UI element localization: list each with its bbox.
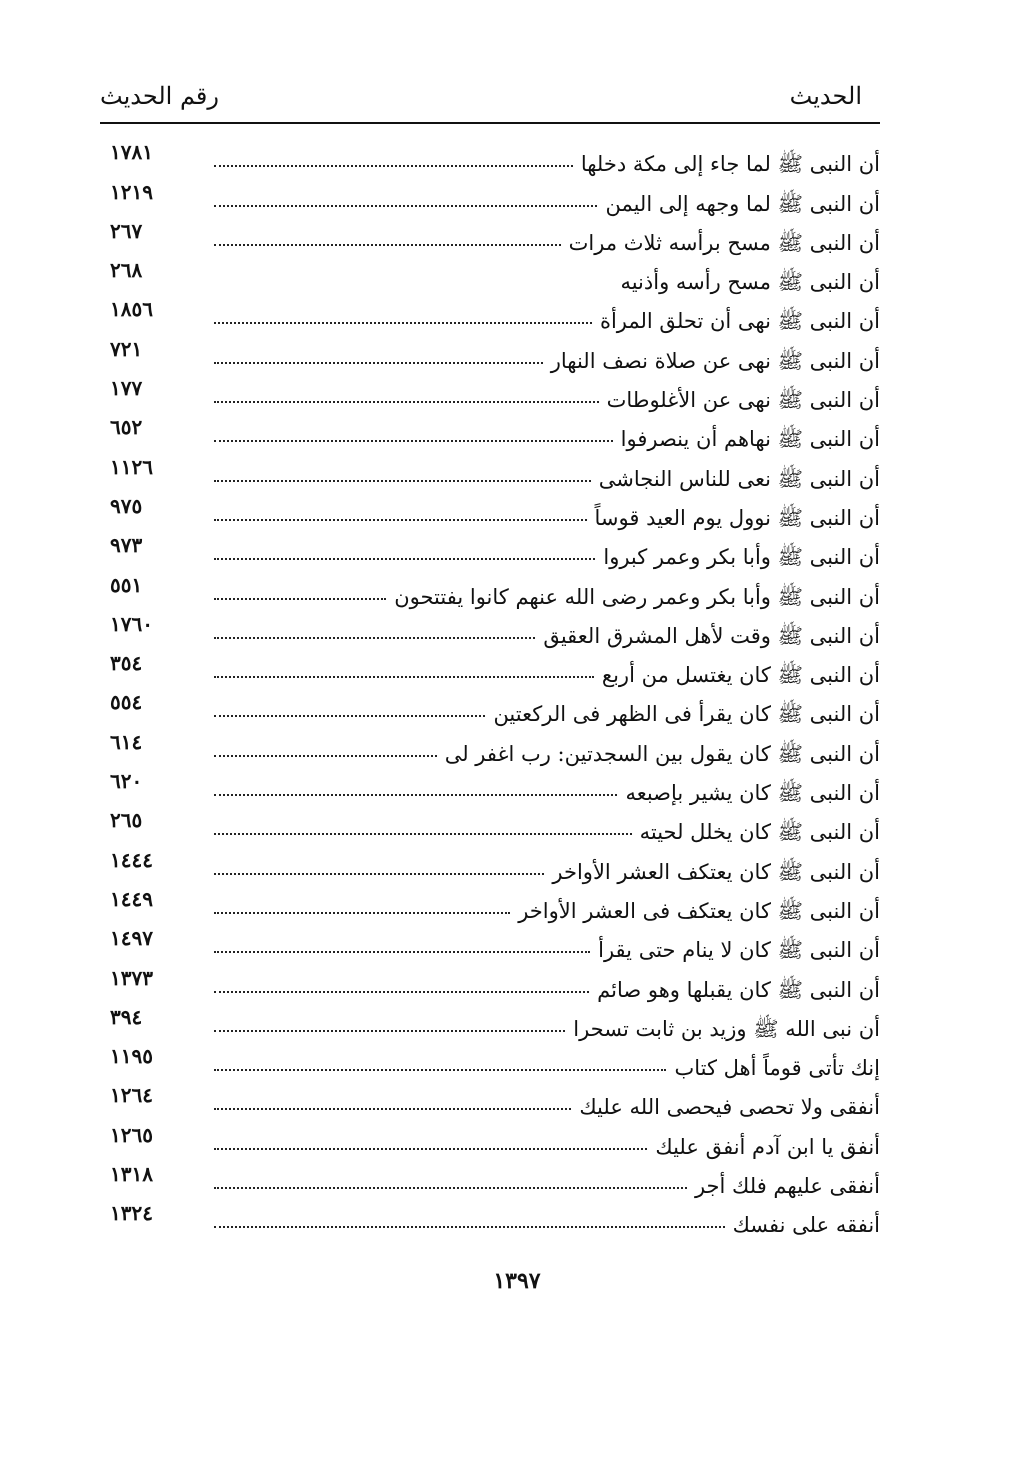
- hadith-number: ١٤٤٤: [110, 847, 153, 872]
- dot-leader: [214, 362, 543, 364]
- index-entry: [110, 454, 880, 493]
- hadith-number: ٩٧٥: [110, 493, 143, 518]
- dot-leader: [214, 519, 587, 521]
- dot-leader: [214, 912, 510, 914]
- page-number: ١٣٩٧: [493, 1268, 541, 1294]
- hadith-incipit: أن النبى ﷺ وقت لأهل المشرق العقيق: [543, 623, 880, 648]
- hadith-incipit: أن النبى ﷺ كان يعتكف فى العشر الأواخر: [518, 898, 880, 923]
- index-entry: [110, 729, 880, 768]
- dot-leader: [214, 440, 613, 442]
- hadith-number-column-heading: رقم الحديث: [100, 82, 219, 110]
- index-entry: [110, 533, 880, 572]
- hadith-number: ١٢٦٤: [110, 1083, 153, 1108]
- hadith-incipit: أن النبى ﷺ كان يقرأ فى الظهر فى الركعتين: [493, 702, 880, 727]
- hadith-incipit: إنك تأتى قوماً أهل كتاب: [674, 1056, 880, 1081]
- dot-leader: [214, 322, 592, 324]
- hadith-number: ٩٧٣: [110, 533, 143, 558]
- hadith-incipit: أن النبى ﷺ نهى عن الأغلوطات: [606, 388, 880, 413]
- hadith-incipit: أن النبى ﷺ وأبا بكر وعمر كبروا: [603, 545, 880, 570]
- hadith-number: ١٧٧: [110, 376, 143, 401]
- index-entry: [110, 1005, 880, 1044]
- hadith-column-heading: الحديث: [789, 82, 862, 110]
- index-entry: [110, 808, 880, 847]
- dot-leader: [214, 1226, 725, 1228]
- hadith-number: ٦٢٠: [110, 769, 143, 794]
- dot-leader: [214, 598, 386, 600]
- dot-leader: [214, 637, 535, 639]
- dot-leader: [214, 244, 561, 246]
- hadith-number: ١٣٢٤: [110, 1201, 153, 1226]
- dot-leader: [214, 676, 594, 678]
- hadith-number: ٦٥٢: [110, 415, 143, 440]
- index-entry: [110, 769, 880, 808]
- hadith-incipit: أن النبى ﷺ مسح برأسه ثلاث مرات: [568, 230, 880, 255]
- dot-leader: [214, 558, 595, 560]
- dot-leader: [214, 1030, 565, 1032]
- index-entry: [110, 1122, 880, 1161]
- hadith-index-list: [110, 140, 880, 1240]
- hadith-incipit: أن النبى ﷺ كان يقبلها وهو صائم: [597, 977, 880, 1002]
- hadith-number: ١٤٩٧: [110, 926, 153, 951]
- hadith-number: ٥٥٤: [110, 690, 143, 715]
- hadith-number: ٥٥١: [110, 572, 143, 597]
- dot-leader: [214, 833, 632, 835]
- dot-leader: [214, 715, 485, 717]
- dot-leader: [214, 951, 590, 953]
- dot-leader: [214, 205, 597, 207]
- hadith-number: ٣٩٤: [110, 1004, 143, 1029]
- hadith-number: ١٤٤٩: [110, 886, 153, 911]
- hadith-incipit: أنفق يا ابن آدم أنفق عليك: [655, 1134, 880, 1159]
- index-entry: [110, 965, 880, 1004]
- dot-leader: [214, 873, 544, 875]
- index-entry: [110, 258, 880, 297]
- dot-leader: [214, 1108, 571, 1110]
- page-header: [100, 72, 880, 120]
- hadith-number: ١٨٥٦: [110, 297, 153, 322]
- index-entry: [110, 1201, 880, 1240]
- hadith-incipit: أن النبى ﷺ نهاهم أن ينصرفوا: [620, 427, 880, 452]
- hadith-incipit: أنفقى ولا تحصى فيحصى الله عليك: [579, 1095, 880, 1120]
- hadith-incipit: أن النبى ﷺ كان يغتسل من أربع: [601, 663, 880, 688]
- hadith-incipit: أن النبى ﷺ كان يشير بإصبعه: [625, 781, 880, 806]
- index-entry: [110, 1162, 880, 1201]
- dot-leader: [214, 991, 589, 993]
- hadith-incipit: أن النبى ﷺ وأبا بكر وعمر رضى الله عنهم كانوا يفتتحون: [394, 584, 880, 609]
- hadith-incipit: أن النبى ﷺ كان يقول بين السجدتين: رب اغفر لى: [444, 741, 880, 766]
- index-entry: [110, 219, 880, 258]
- hadith-incipit: أن النبى ﷺ نهى عن صلاة نصف النهار: [550, 348, 880, 373]
- hadith-number: ٢٦٧: [110, 218, 143, 243]
- hadith-number: ٢٦٨: [110, 258, 143, 283]
- hadith-number: ١٧٦٠: [110, 611, 153, 636]
- index-entry: [110, 297, 880, 336]
- hadith-number: ١١٢٦: [110, 454, 153, 479]
- hadith-incipit: أن النبى ﷺ كان يخلل لحيته: [639, 820, 880, 845]
- index-entry: [110, 336, 880, 375]
- header-rule: [100, 122, 880, 124]
- dot-leader: [214, 755, 437, 757]
- index-entry: [110, 887, 880, 926]
- dot-leader: [214, 165, 573, 167]
- hadith-incipit: أن النبى ﷺ نوول يوم العيد قوساً: [594, 505, 880, 530]
- dot-leader: [214, 480, 591, 482]
- index-entry: [110, 847, 880, 886]
- hadith-number: ١٣١٨: [110, 1162, 153, 1187]
- index-entry: [110, 140, 880, 179]
- hadith-number: ٢٦٥: [110, 808, 143, 833]
- hadith-number: ١٣٧٣: [110, 965, 153, 990]
- dot-leader: [214, 401, 599, 403]
- hadith-incipit: أن النبى ﷺ نهى أن تحلق المرأة: [599, 309, 880, 334]
- hadith-incipit: أن النبى ﷺ مسح رأسه وأذنيه: [620, 270, 880, 295]
- hadith-incipit: أن النبى ﷺ لما جاء إلى مكة دخلها: [580, 152, 880, 177]
- index-entry: [110, 179, 880, 218]
- index-entry: [110, 926, 880, 965]
- hadith-number: ١٧٨١: [110, 140, 153, 165]
- hadith-incipit: أن النبى ﷺ لما وجهه إلى اليمن: [605, 191, 880, 216]
- hadith-number: ٦١٤: [110, 729, 143, 754]
- hadith-number: ٧٢١: [110, 336, 143, 361]
- index-entry: [110, 415, 880, 454]
- hadith-number: ١٢١٩: [110, 179, 153, 204]
- index-entry: [110, 612, 880, 651]
- index-entry: [110, 690, 880, 729]
- hadith-incipit: أن نبى الله ﷺ وزيد بن ثابت تسحرا: [573, 1016, 880, 1041]
- hadith-incipit: أنفقى عليهم فلك أجر: [694, 1174, 880, 1199]
- hadith-number: ٣٥٤: [110, 651, 143, 676]
- index-entry: [110, 651, 880, 690]
- dot-leader: [214, 1069, 666, 1071]
- dot-leader: [214, 794, 617, 796]
- index-entry: [110, 494, 880, 533]
- hadith-number: ١٢٦٥: [110, 1122, 153, 1147]
- index-entry: [110, 1083, 880, 1122]
- hadith-incipit: أن النبى ﷺ نعى للناس النجاشى: [598, 466, 880, 491]
- hadith-number: ١١٩٥: [110, 1044, 153, 1069]
- dot-leader: [214, 1148, 647, 1150]
- hadith-incipit: أنفقه على نفسك: [732, 1213, 880, 1238]
- index-entry: [110, 572, 880, 611]
- hadith-incipit: أن النبى ﷺ كان يعتكف العشر الأواخر: [552, 859, 880, 884]
- dot-leader: [214, 1187, 687, 1189]
- hadith-incipit: أن النبى ﷺ كان لا ينام حتى يقرأ: [598, 938, 880, 963]
- index-entry: [110, 1044, 880, 1083]
- index-entry: [110, 376, 880, 415]
